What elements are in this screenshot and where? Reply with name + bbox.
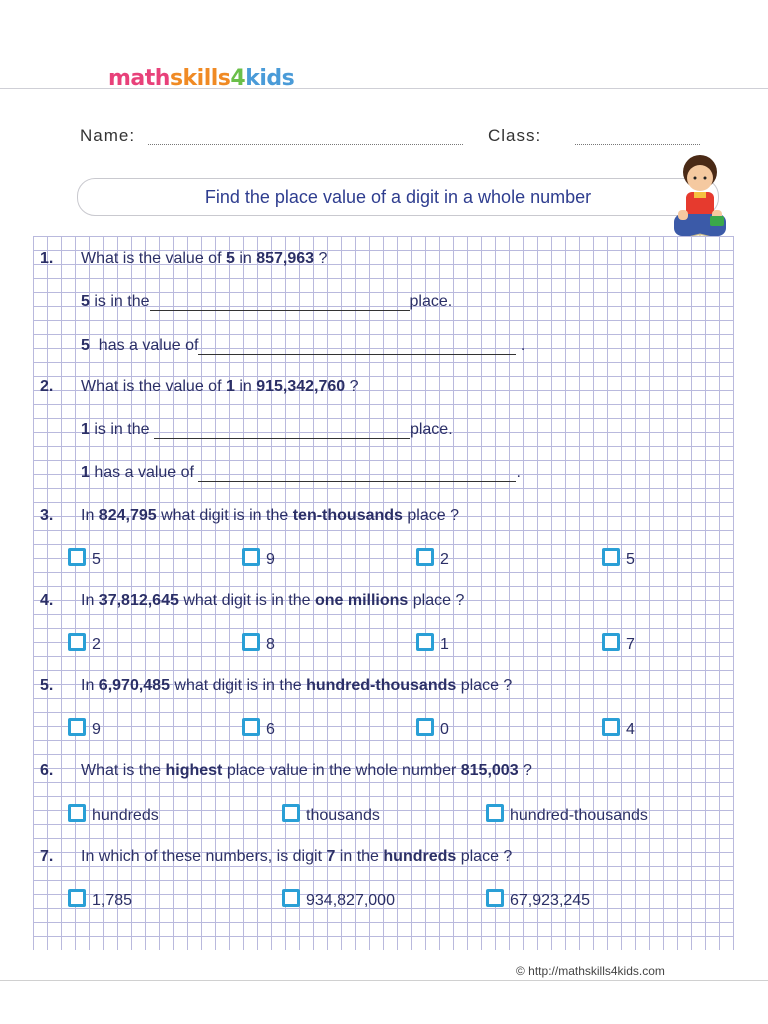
answer-blank[interactable] (150, 296, 410, 311)
q3-option-d[interactable]: 5 (602, 548, 635, 569)
answer-blank[interactable] (154, 424, 410, 439)
question-1-value-line: 5 has a value of . (81, 337, 526, 354)
question-2-place-line: 1 is in the place. (81, 421, 453, 438)
q5-option-d[interactable]: 4 (602, 718, 635, 739)
q5-option-a[interactable]: 9 (68, 718, 101, 739)
q3-option-c[interactable]: 2 (416, 548, 449, 569)
question-1-place-line: 5 is in the place. (81, 293, 453, 310)
q7-option-b[interactable]: 934,827,000 (282, 889, 395, 910)
checkbox[interactable] (486, 804, 504, 822)
q3-option-b[interactable]: 9 (242, 548, 275, 569)
answer-blank[interactable] (198, 467, 516, 482)
answer-blank[interactable] (198, 340, 516, 355)
checkbox[interactable] (68, 889, 86, 907)
checkbox[interactable] (68, 718, 86, 736)
q4-option-a[interactable]: 2 (68, 633, 101, 654)
q7-option-a[interactable]: 1,785 (68, 889, 132, 910)
q6-option-a[interactable]: hundreds (68, 804, 159, 825)
q6-option-c[interactable]: hundred-thousands (486, 804, 648, 825)
class-label: Class: (488, 126, 542, 145)
checkbox[interactable] (602, 718, 620, 736)
checkbox[interactable] (282, 889, 300, 907)
checkbox[interactable] (242, 718, 260, 736)
q5-option-b[interactable]: 6 (242, 718, 275, 739)
name-label: Name: (80, 126, 136, 145)
q6-option-b[interactable]: thousands (282, 804, 380, 825)
checkbox[interactable] (416, 718, 434, 736)
checkbox[interactable] (282, 804, 300, 822)
checkbox[interactable] (68, 804, 86, 822)
q4-option-c[interactable]: 1 (416, 633, 449, 654)
checkbox[interactable] (416, 633, 434, 651)
checkbox[interactable] (68, 548, 86, 566)
footer-url[interactable]: © http://mathskills4kids.com (516, 964, 665, 978)
q4-option-d[interactable]: 7 (602, 633, 635, 654)
class-field[interactable] (575, 144, 700, 145)
checkbox[interactable] (486, 889, 504, 907)
q4-option-b[interactable]: 8 (242, 633, 275, 654)
checkbox[interactable] (602, 633, 620, 651)
q7-option-c[interactable]: 67,923,245 (486, 889, 590, 910)
checkbox[interactable] (242, 633, 260, 651)
checkbox[interactable] (68, 633, 86, 651)
footer-rule (0, 980, 768, 981)
mathskills4kids-logo: mathskills4kids (108, 66, 295, 91)
question-2-value-line: 1 has a value of . (81, 464, 521, 481)
checkbox[interactable] (242, 548, 260, 566)
name-field[interactable] (148, 144, 463, 145)
worksheet-title: Find the place value of a digit in a whole number (77, 178, 719, 216)
checkbox[interactable] (602, 548, 620, 566)
q3-option-a[interactable]: 5 (68, 548, 101, 569)
checkbox[interactable] (416, 548, 434, 566)
q5-option-c[interactable]: 0 (416, 718, 449, 739)
